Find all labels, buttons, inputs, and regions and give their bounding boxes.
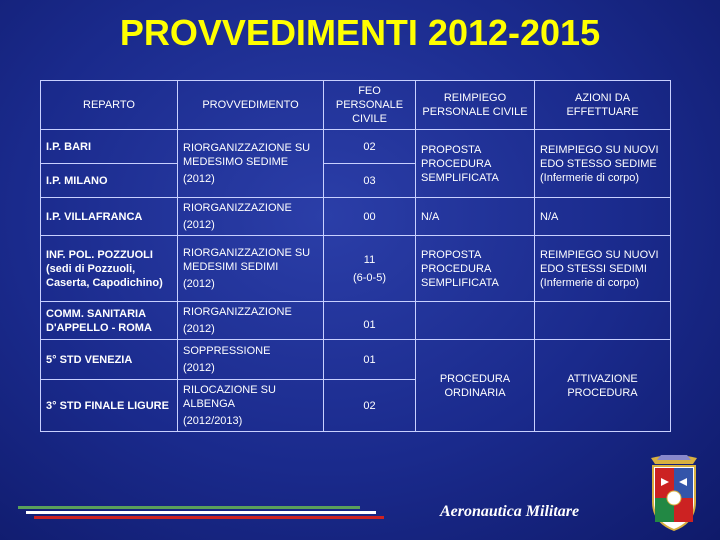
feo-cell: 02 [324, 130, 416, 164]
measures-table [40, 80, 671, 432]
provvedimento-cell [178, 198, 324, 236]
feo-cell: 01 [324, 302, 416, 340]
provvedimento-cell [178, 340, 324, 380]
provvedimento-cell [178, 130, 324, 198]
feo-cell: 03 [324, 164, 416, 198]
table-header-row [41, 81, 671, 130]
table-row [41, 236, 671, 302]
reparto-cell: 5° STD VENEZIA [41, 340, 178, 380]
header-reimpiego: REIMPIEGO PERSONALE CIVILE [416, 81, 535, 130]
reimpiego-cell: PROPOSTA PROCEDURA SEMPLIFICATA [416, 236, 535, 302]
table-row [41, 340, 671, 380]
provvedimento-text: RIORGANIZZAZIONE [183, 306, 292, 318]
provvedimento-year: (2012) [183, 173, 215, 185]
azioni-cell: REIMPIEGO SU NUOVI EDO STESSI SEDIMI (Infermerie di corpo) [535, 236, 671, 302]
provvedimento-year: (2012) [183, 278, 215, 290]
reparto-cell: 3° STD FINALE LIGURE [41, 380, 178, 432]
brand-name: Aeronautica Militare [440, 503, 580, 520]
feo-cell [324, 236, 416, 302]
header-reparto: REPARTO [41, 81, 178, 130]
table-row [41, 302, 671, 340]
reparto-cell: I.P. VILLAFRANCA [41, 198, 178, 236]
azioni-cell: ATTIVAZIONE PROCEDURA [535, 340, 671, 432]
reimpiego-cell [416, 302, 535, 340]
provvedimento-cell [178, 236, 324, 302]
table-row [41, 198, 671, 236]
provvedimento-cell [178, 380, 324, 432]
azioni-cell: N/A [535, 198, 671, 236]
table-row [41, 130, 671, 164]
feo-detail: (6-0-5) [352, 271, 386, 284]
feo-value: 11 [363, 253, 376, 266]
provvedimento-cell [178, 302, 324, 340]
provvedimento-year: (2012) [183, 362, 215, 374]
feo-cell: 02 [324, 380, 416, 432]
provvedimento-year: (2012) [183, 323, 215, 335]
feo-cell: 01 [324, 340, 416, 380]
reparto-cell: COMM. SANITARIA D'APPELLO - ROMA [41, 302, 178, 340]
provvedimento-text: SOPPRESSIONE [183, 345, 271, 357]
reimpiego-cell: PROPOSTA PROCEDURA SEMPLIFICATA [416, 130, 535, 198]
provvedimento-text: RILOCAZIONE SU ALBENGA [183, 384, 276, 410]
reimpiego-cell: PROCEDURA ORDINARIA [416, 340, 535, 432]
footer-line-red [34, 516, 384, 519]
feo-cell: 00 [324, 198, 416, 236]
provvedimento-year: (2012) [183, 219, 215, 231]
slide-title: PROVVEDIMENTI 2012-2015 [119, 12, 601, 53]
footer-line-green [18, 506, 360, 509]
provvedimento-text: RIORGANIZZAZIONE SU MEDESIMO SEDIME [183, 142, 311, 168]
header-azioni: AZIONI DA EFFETTUARE [535, 81, 671, 130]
provvedimento-text: RIORGANIZZAZIONE [183, 202, 292, 214]
provvedimento-text: RIORGANIZZAZIONE SU MEDESIMI SEDIMI [183, 247, 311, 273]
azioni-cell [535, 302, 671, 340]
provvedimento-year: (2012/2013) [183, 415, 243, 427]
reparto-cell: I.P. BARI [41, 130, 178, 164]
air-force-crest-icon [643, 452, 705, 534]
reimpiego-cell: N/A [416, 198, 535, 236]
reparto-cell: INF. POL. POZZUOLI (sedi di Pozzuoli, Caserta, Capodichino) [41, 236, 178, 302]
header-provvedimento: PROVVEDIMENTO [178, 81, 324, 130]
reparto-cell: I.P. MILANO [41, 164, 178, 198]
header-feo: FEO PERSONALE CIVILE [324, 81, 416, 130]
footer-line-white [26, 511, 376, 514]
azioni-cell: REIMPIEGO SU NUOVI EDO STESSO SEDIME (Infermerie di corpo) [535, 130, 671, 198]
